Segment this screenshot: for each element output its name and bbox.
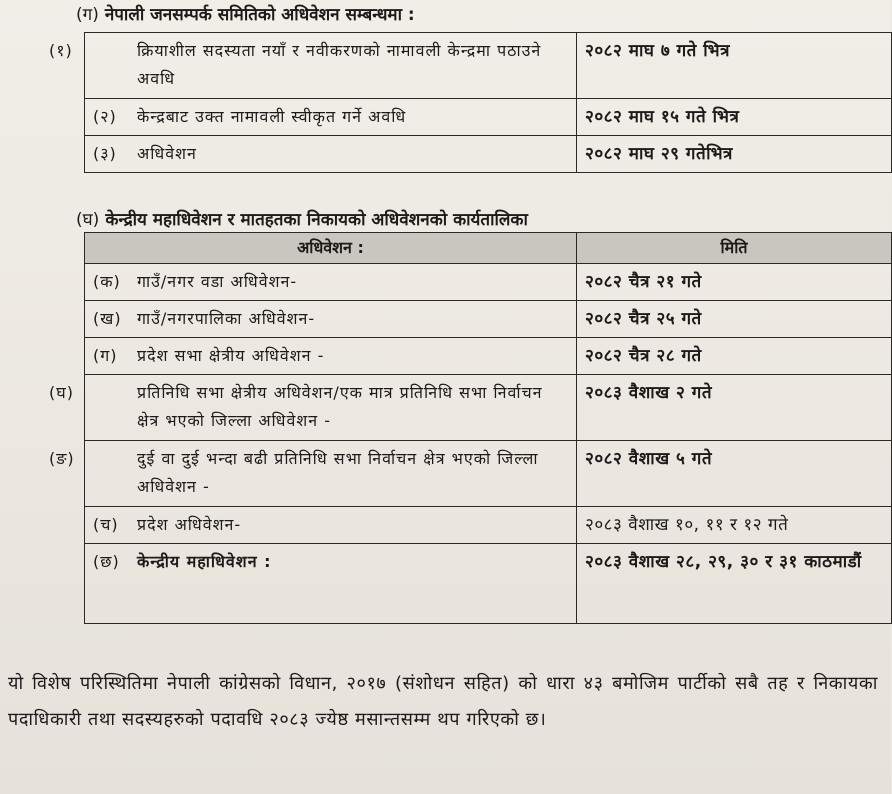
row-text: केन्द्रबाट उक्त नामावली स्वीकृत गर्ने अवधि	[137, 107, 407, 126]
row-date-cell	[577, 136, 892, 173]
table-row	[85, 441, 892, 507]
row-description-cell	[85, 99, 577, 136]
row-date: २०८२ चैत्र २१ गते	[585, 272, 702, 292]
row-number: (ङ)	[49, 449, 75, 468]
row-date: २०८३ वैशाख १०, ११ र १२ गते	[585, 515, 789, 535]
section-ga-heading	[76, 4, 415, 26]
table-header-row	[85, 233, 892, 264]
row-date-cell	[577, 264, 892, 301]
row-text: प्रदेश सभा क्षेत्रीय अधिवेशन -	[137, 346, 325, 365]
row-text: प्रतिनिधि सभा क्षेत्रीय अधिवेशन/एक मात्र प्रतिनिधि सभा निर्वाचन क्षेत्र भएको जिल्ला अधिवेशन -	[137, 383, 543, 430]
row-description-cell	[85, 544, 577, 624]
row-date-cell	[577, 507, 892, 544]
closing-paragraph: यो विशेष परिस्थितिमा नेपाली कांग्रेसको विधान, २०१७ (संशोधन सहित) को धारा ४३ बमोजिम पार्टीको सबै तह र निकायका पदाधिकारी तथा सदस्यहरुको पदावधि २०८३ ज्येष्ठ मसान्तसम्म थप गरिएको छ।	[8, 673, 878, 730]
row-number: (१)	[49, 41, 73, 60]
table-row	[85, 99, 892, 136]
section-gha-number: (घ)	[76, 210, 100, 230]
row-date-cell	[577, 33, 892, 99]
table-row	[85, 264, 892, 301]
row-number: (२)	[93, 107, 117, 126]
row-description-cell	[85, 136, 577, 173]
row-text: दुई वा दुई भन्दा बढी प्रतिनिधि सभा निर्वाचन क्षेत्र भएको जिल्ला अधिवेशन -	[137, 449, 539, 496]
row-date: २०८२ माघ २९ गतेभित्र	[585, 144, 733, 164]
row-text: गाउँ/नगर वडा अधिवेशन-	[137, 272, 298, 291]
row-date-cell	[577, 375, 892, 441]
table-row	[85, 507, 892, 544]
row-number: (छ)	[93, 552, 120, 571]
row-date: २०८२ माघ १५ गते भित्र	[585, 107, 740, 127]
row-date-cell	[577, 441, 892, 507]
row-number: (ग)	[93, 346, 118, 365]
row-date-cell	[577, 544, 892, 624]
section-ga-number: (ग)	[76, 5, 99, 25]
column-header-date: मिति	[577, 233, 892, 264]
row-date: २०८२ माघ ७ गते भित्र	[585, 41, 730, 61]
row-date-cell	[577, 99, 892, 136]
row-date: २०८२ चैत्र २५ गते	[585, 309, 702, 329]
row-number: (३)	[93, 144, 117, 163]
row-description-cell	[49, 375, 577, 441]
row-text: प्रदेश अधिवेशन-	[137, 515, 242, 534]
row-text: अधिवेशन	[137, 144, 197, 163]
row-text: गाउँ/नगरपालिका अधिवेशन-	[137, 309, 316, 328]
row-description-cell	[85, 507, 577, 544]
membership-schedule-table	[49, 32, 892, 173]
row-date-cell	[577, 338, 892, 375]
row-date: २०८३ वैशाख २ गते	[585, 383, 713, 403]
row-text: क्रियाशील सदस्यता नयाँ र नवीकरणको नामावली केन्द्रमा पठाउने अवधि	[137, 41, 542, 88]
row-date: २०८२ वैशाख ५ गते	[585, 449, 713, 469]
row-number: (च)	[93, 515, 119, 534]
row-date-cell	[577, 301, 892, 338]
section-gha-title: केन्द्रीय महाधिवेशन र मातहतका निकायको अधिवेशनको कार्यतालिका	[105, 210, 528, 230]
row-description-cell	[85, 264, 577, 301]
table-row	[85, 375, 892, 441]
row-date: २०८३ वैशाख २८, २९, ३० र ३१ काठमाडौं	[585, 552, 862, 572]
section-gha-heading	[76, 209, 528, 231]
row-description-cell	[85, 301, 577, 338]
row-text: केन्द्रीय महाधिवेशन :	[137, 552, 272, 571]
row-number: (क)	[93, 272, 121, 291]
table-row	[85, 338, 892, 375]
table-row	[85, 136, 892, 173]
row-number: (ख)	[93, 309, 122, 328]
table-row	[85, 301, 892, 338]
convention-schedule-table	[49, 232, 892, 624]
column-header-convention: अधिवेशन :	[85, 233, 577, 264]
row-description-cell	[49, 441, 577, 507]
row-number: (घ)	[49, 383, 74, 402]
row-description-cell	[49, 33, 577, 99]
table-row	[85, 33, 892, 99]
row-description-cell	[85, 338, 577, 375]
section-ga-title: नेपाली जनसम्पर्क समितिको अधिवेशन सम्बन्धमा :	[104, 5, 415, 25]
row-date: २०८२ चैत्र २८ गते	[585, 346, 702, 366]
table-row	[85, 544, 892, 624]
